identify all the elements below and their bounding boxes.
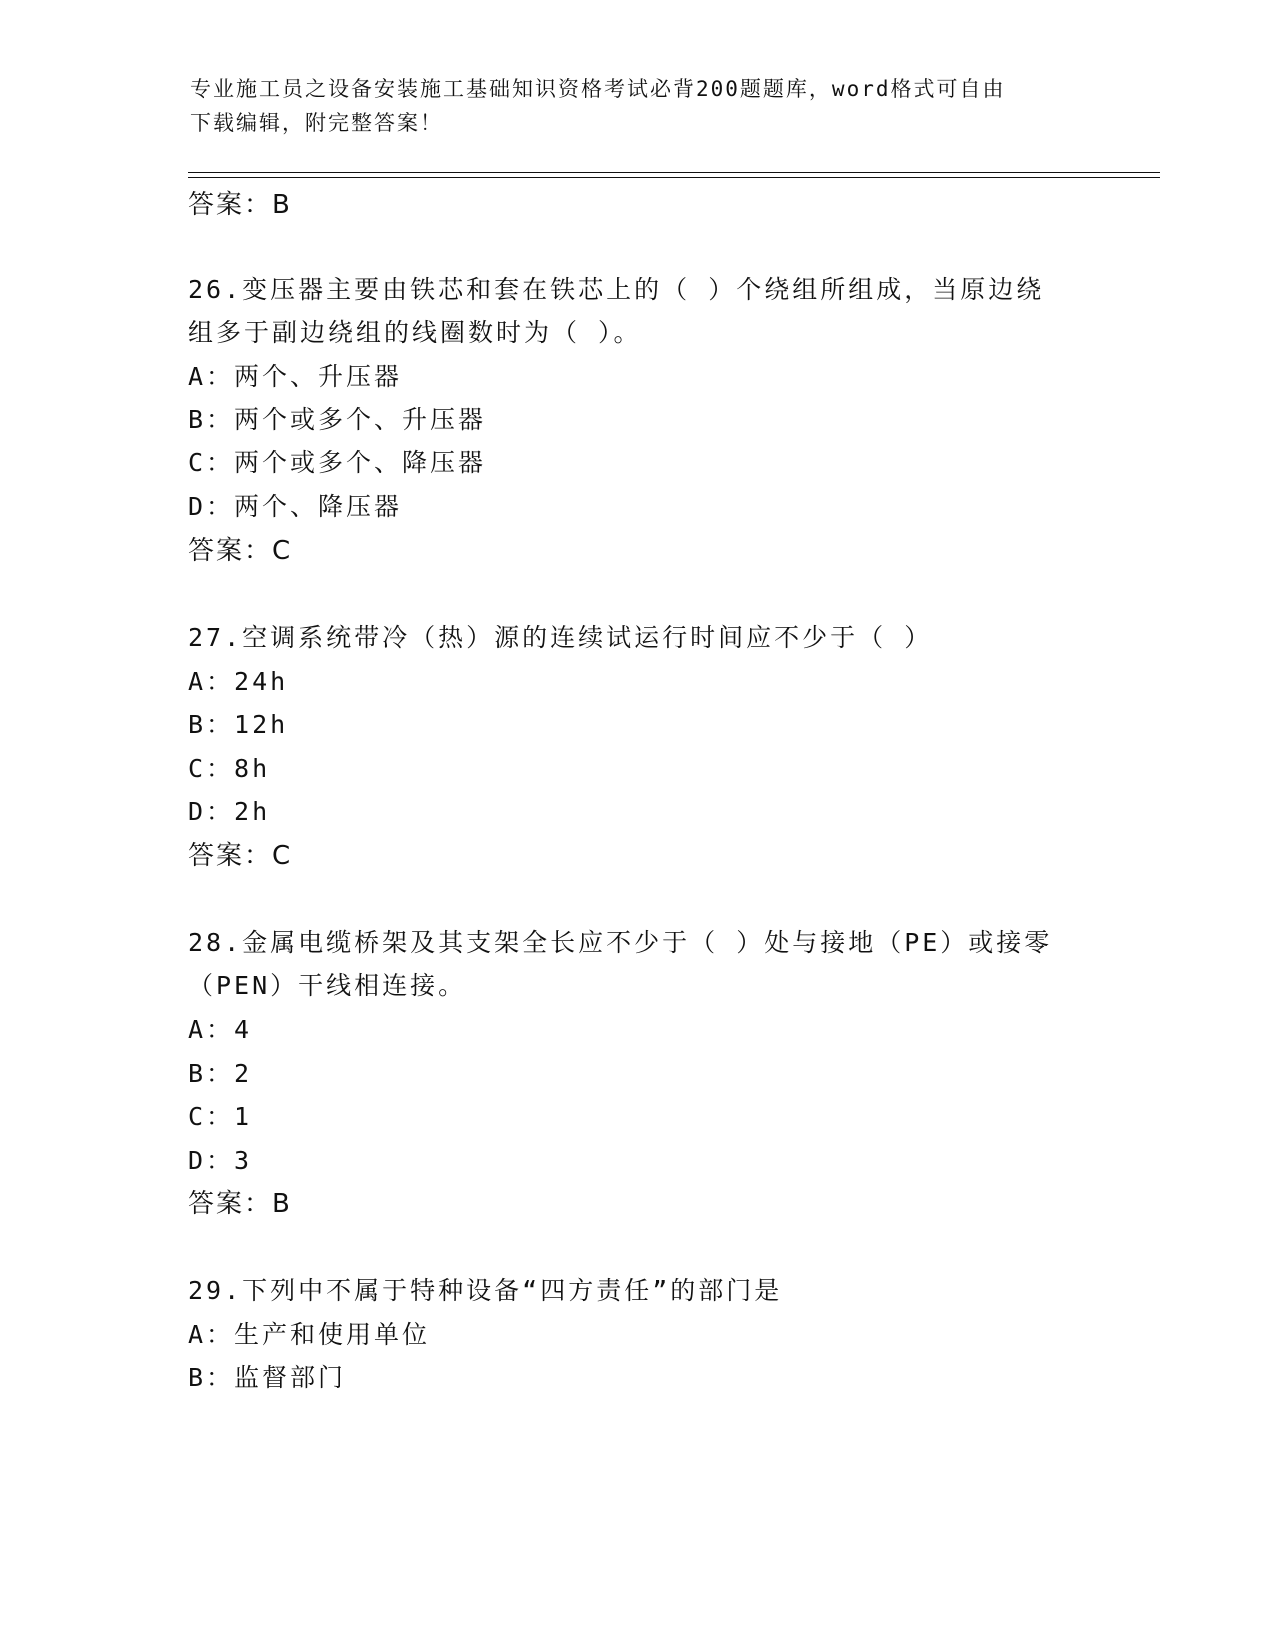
- answer: 答案：C: [188, 536, 293, 566]
- option-b: B：2: [188, 1059, 253, 1088]
- question-stem-line: 26.变压器主要由铁芯和套在铁芯上的（ ）个绕组所组成，当原边绕: [188, 275, 1045, 304]
- option-d: D：两个、降压器: [188, 492, 403, 521]
- option-a: A：两个、升压器: [188, 362, 403, 391]
- option-b: B：12h: [188, 710, 289, 739]
- option-c: C：两个或多个、降压器: [188, 448, 487, 477]
- option-a: A：4: [188, 1015, 253, 1044]
- question-stem-line: 组多于副边绕组的线圈数时为（ ）。: [188, 318, 642, 347]
- option-c: C：8h: [188, 754, 271, 783]
- question-stem-line: 29.下列中不属于特种设备“四方责任”的部门是: [188, 1276, 783, 1305]
- document-header-line-1: 专业施工员之设备安装施工基础知识资格考试必背200题题库，word格式可自由: [190, 77, 1006, 101]
- option-c: C：1: [188, 1102, 253, 1131]
- header-divider-bottom: [188, 177, 1160, 178]
- option-d: D：3: [188, 1146, 253, 1175]
- question-stem-line: 27.空调系统带冷（热）源的连续试运行时间应不少于（ ）: [188, 623, 933, 652]
- option-b: B：两个或多个、升压器: [188, 405, 487, 434]
- previous-answer: 答案：B: [188, 190, 292, 220]
- option-b: B：监督部门: [188, 1363, 347, 1392]
- answer: 答案：B: [188, 1189, 292, 1219]
- answer: 答案：C: [188, 841, 293, 871]
- option-d: D：2h: [188, 797, 271, 826]
- header-divider-top: [188, 172, 1160, 173]
- option-a: A：生产和使用单位: [188, 1320, 431, 1349]
- option-a: A：24h: [188, 667, 289, 696]
- question-stem-line: 28.金属电缆桥架及其支架全长应不少于（ ）处与接地（PE）或接零: [188, 928, 1053, 957]
- question-stem-line: （PEN）干线相连接。: [188, 971, 467, 1000]
- document-header-line-2: 下载编辑，附完整答案！: [190, 111, 443, 135]
